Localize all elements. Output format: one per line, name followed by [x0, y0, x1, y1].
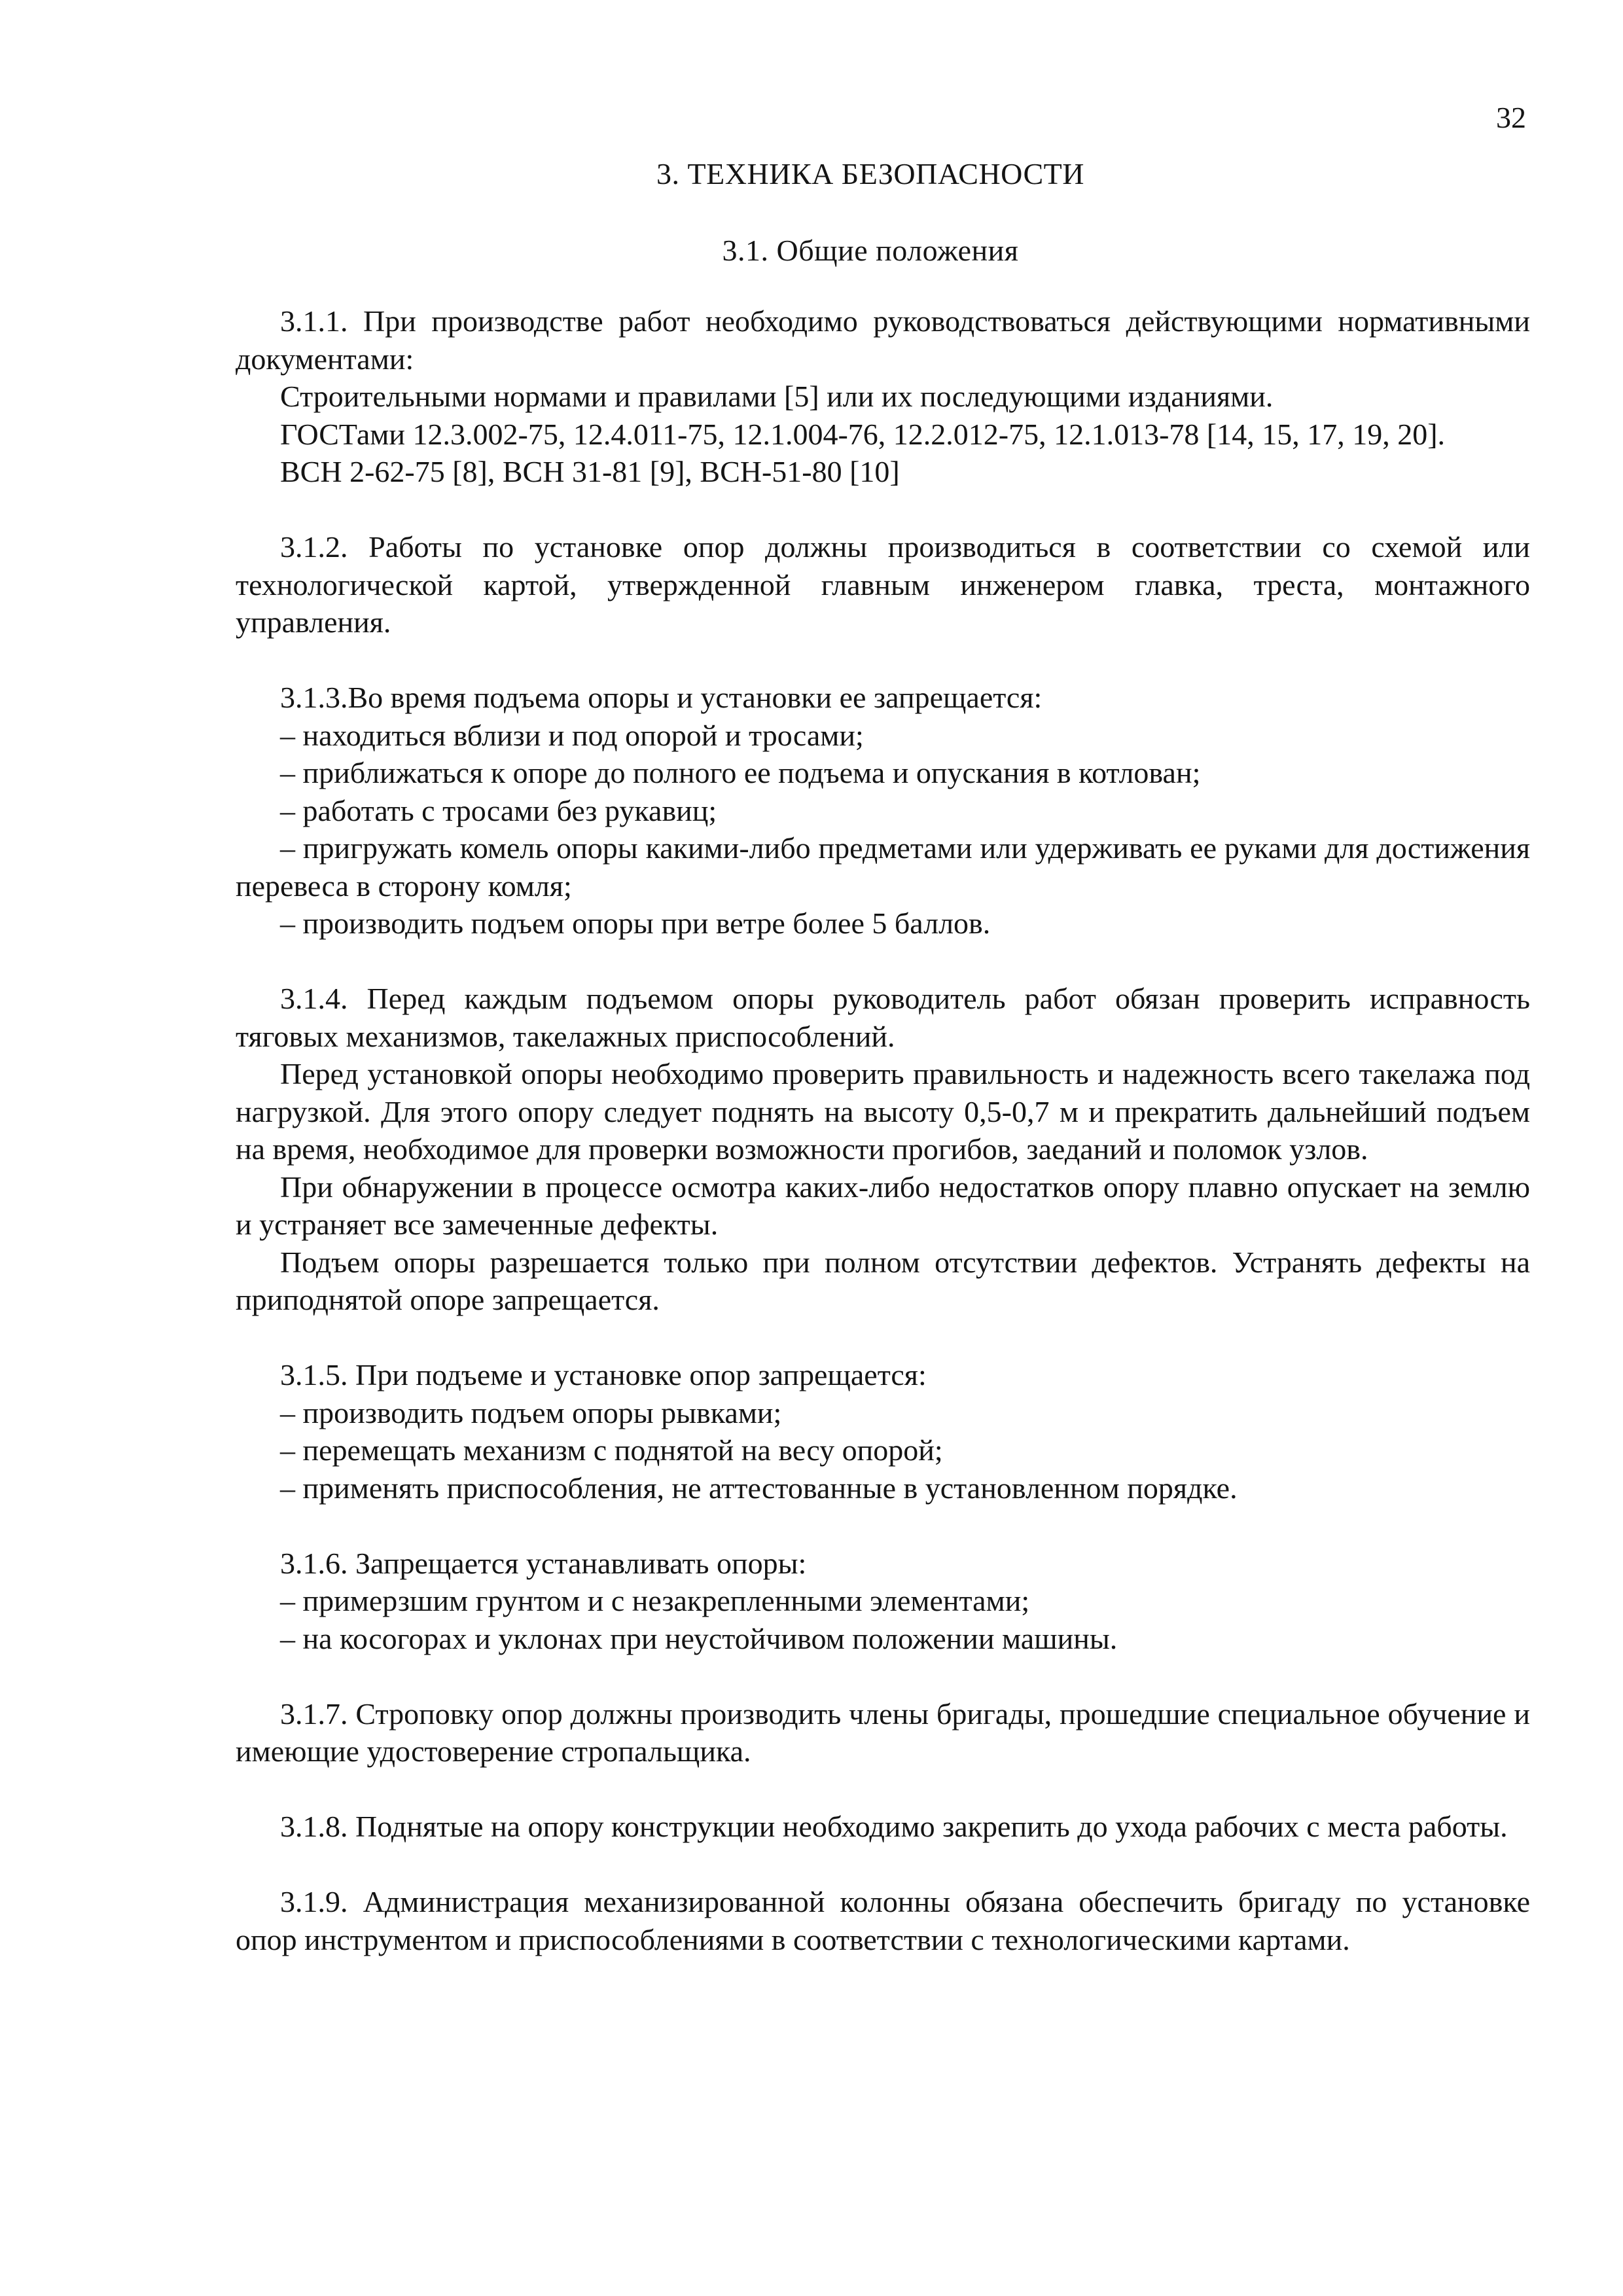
list-item-3-1-5: – перемещать механизм с поднятой на весу опорой; [280, 1433, 943, 1467]
list-item-3-1-3: – пригружать комель опоры какими-либо предметами или удерживать ее руками для достижения перевеса в сторону комля; [236, 831, 1530, 903]
paragraph-3-1-4-c: При обнаружении в процессе осмотра каких-либо недостатков опору плавно опускает на землю и устраняет все замеченные дефекты. [236, 1170, 1530, 1241]
list-item-3-1-3: – производить подъем опоры при ветре более 5 баллов. [280, 906, 991, 940]
paragraph-3-1-5-intro: 3.1.5. При подъеме и установке опор запрещается: [280, 1358, 927, 1391]
paragraph-3-1-1-gost: ГОСТами 12.3.002-75, 12.4.011-75, 12.1.004-76, 12.2.012-75, 12.1.013-78 [14, 15, 17, 19, 20]. [280, 417, 1446, 451]
paragraph-3-1-1-snip: Строительными нормами и правилами [5] или их последующими изданиями. [280, 380, 1274, 413]
paragraph-3-1-6-intro: 3.1.6. Запрещается устанавливать опоры: [280, 1546, 807, 1580]
paragraph-3-1-3-intro: 3.1.3.Во время подъема опоры и установки ее запрещается: [280, 681, 1043, 714]
list-item-3-1-3: – находиться вблизи и под опорой и тросами; [280, 718, 864, 752]
paragraph-3-1-7: 3.1.7. Строповку опор должны производить члены бригады, прошедшие специальное обучение и имеющие удостоверение стропальщика. [236, 1696, 1530, 1768]
section-title: 3. ТЕХНИКА БЕЗОПАСНОСТИ [656, 157, 1084, 190]
list-item-3-1-5: – производить подъем опоры рывками; [280, 1395, 782, 1429]
paragraph-3-1-4-b: Перед установкой опоры необходимо проверить правильность и надежность всего такелажа под нагрузкой. Для этого опору следует поднять на высоту 0,5-0,7 м и прекратить дальнейший подъем на время, необходимое для проверки возможности прогибов, заеданий и поломок узлов. [236, 1057, 1530, 1166]
paragraph-3-1-1-vsn: ВСН 2-62-75 [8], ВСН 31-81 [9], ВСН-51-80 [10] [280, 455, 900, 488]
document-body [236, 302, 1530, 1958]
page-number: 32 [1496, 101, 1526, 134]
list-item-3-1-5: – применять приспособления, не аттестованные в установленном порядке. [280, 1471, 1238, 1505]
list-item-3-1-3: – приближаться к опоре до полного ее подъема и опускания в котлован; [280, 756, 1201, 789]
subsection-title: 3.1. Общие положения [722, 234, 1019, 267]
list-item-3-1-6: – примерзшим грунтом и с незакрепленными элементами; [280, 1584, 1030, 1617]
paragraph-3-1-4-d: Подъем опоры разрешается только при полном отсутствии дефектов. Устранять дефекты на приподнятой опоре запрещается. [236, 1245, 1530, 1316]
paragraph-3-1-1-intro: 3.1.1. При производстве работ необходимо руководствоваться действующими нормативными документами: [236, 304, 1530, 376]
paragraph-3-1-8: 3.1.8. Поднятые на опору конструкции необходимо закрепить до ухода рабочих с места работы. [280, 1810, 1508, 1843]
paragraph-3-1-2: 3.1.2. Работы по установке опор должны производиться в соответствии со схемой или технологической картой, утвержденной главным инженером главка, треста, монтажного управления. [236, 530, 1530, 639]
paragraph-3-1-4-a: 3.1.4. Перед каждым подъемом опоры руководитель работ обязан проверить исправность тяговых механизмов, такелажных приспособлений. [236, 982, 1530, 1053]
paragraph-3-1-9: 3.1.9. Администрация механизированной колонны обязана обеспечить бригаду по установке опор инструментом и приспособлениями в соответствии с технологическими картами. [236, 1885, 1530, 1956]
list-item-3-1-3: – работать с тросами без рукавиц; [280, 793, 717, 827]
list-item-3-1-6: – на косогорах и уклонах при неустойчивом положении машины. [280, 1621, 1118, 1655]
